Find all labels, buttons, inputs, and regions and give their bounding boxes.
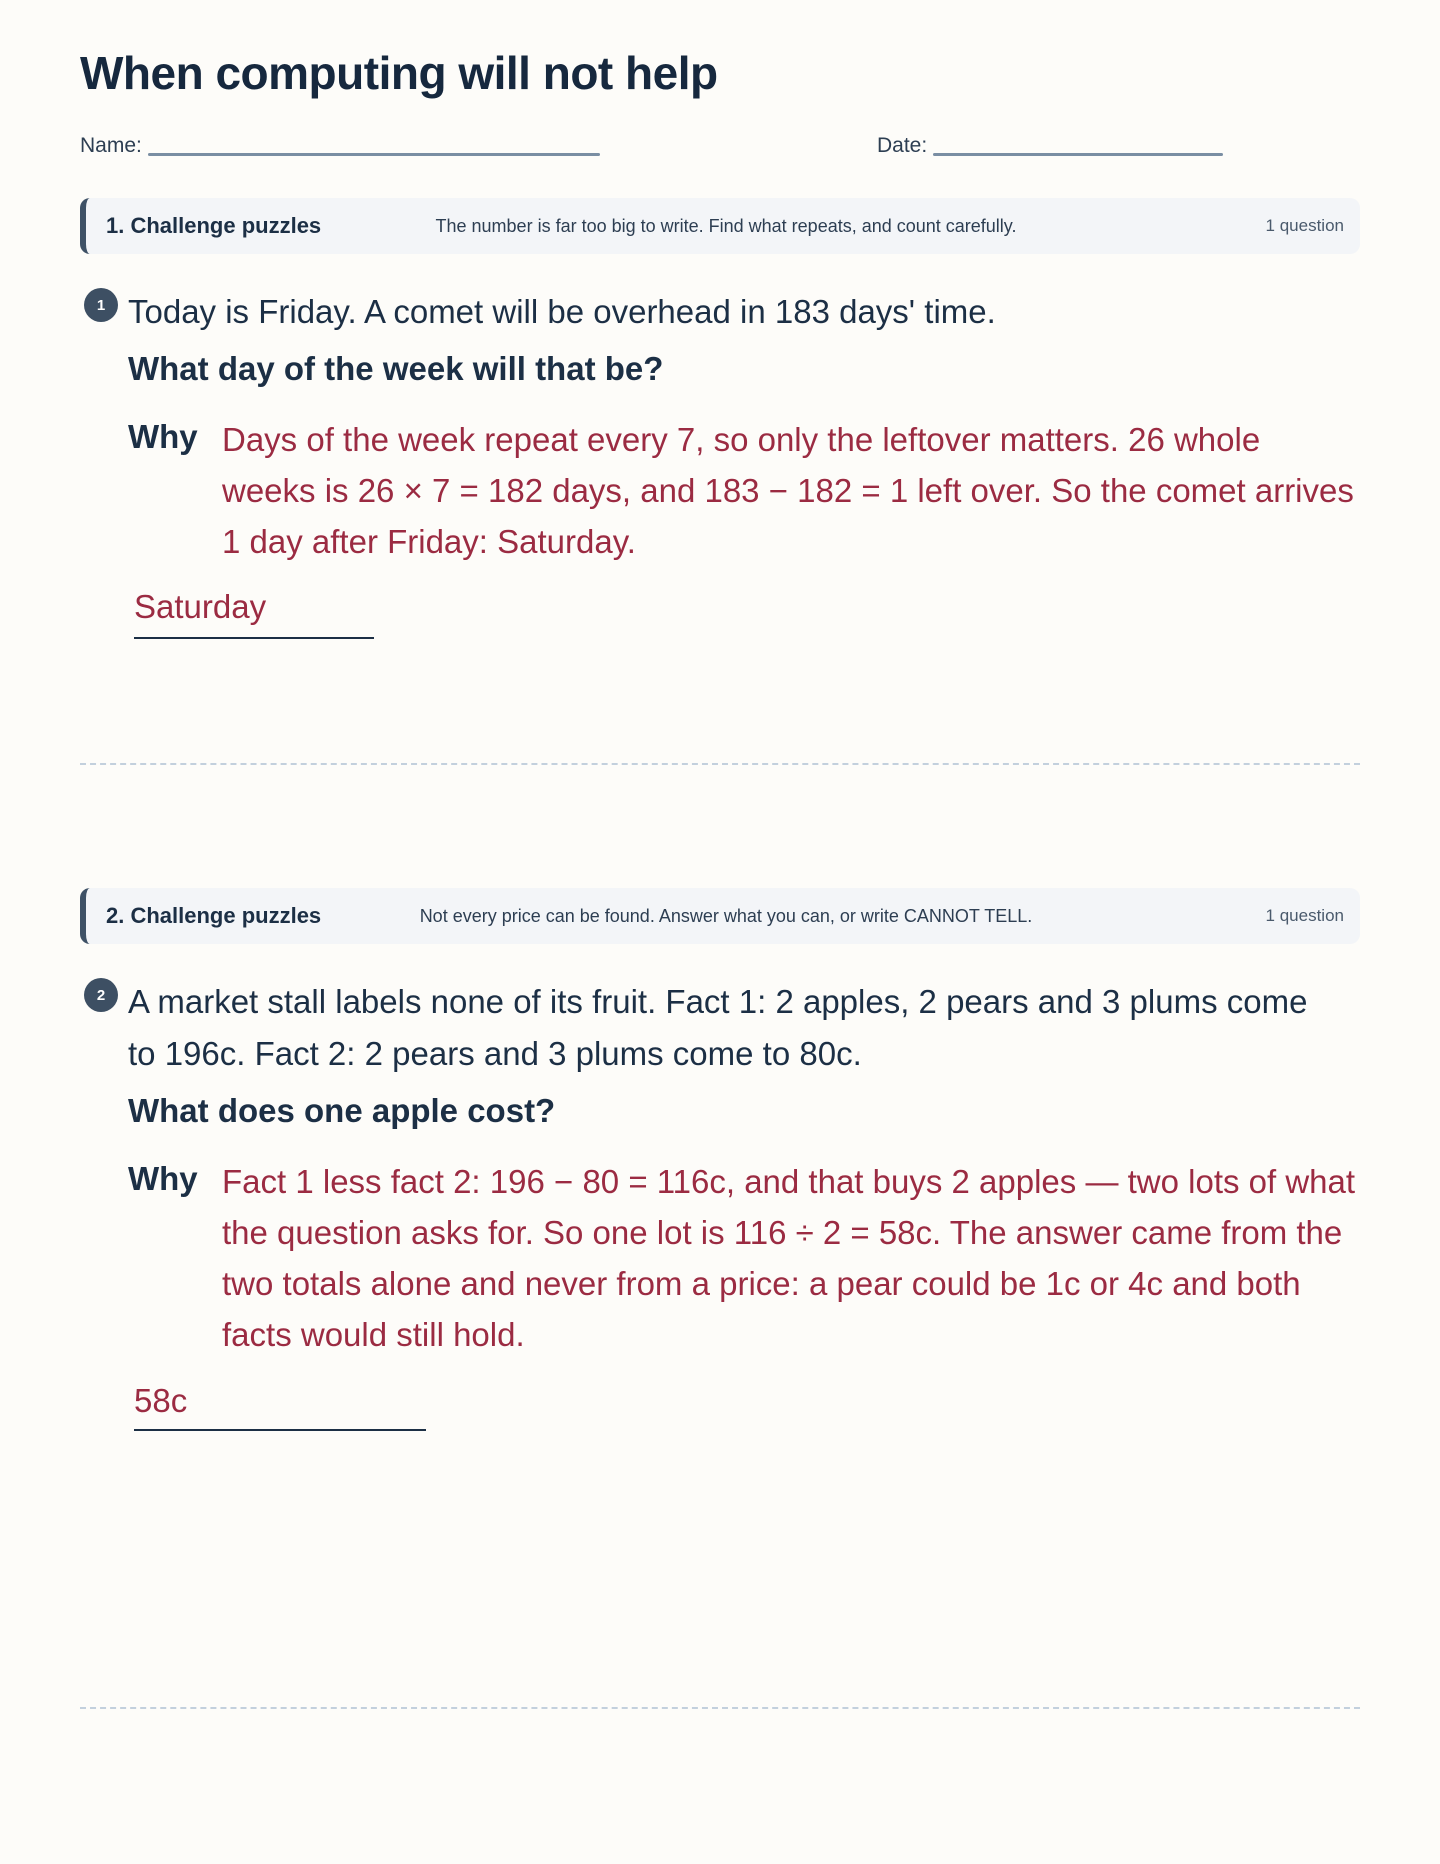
name-field[interactable]	[80, 134, 600, 158]
question-prompt: What does one apple cost?	[128, 1092, 556, 1129]
name-write-line[interactable]	[148, 153, 600, 156]
worksheet-title: When computing will not help	[80, 47, 718, 99]
section-description: Not every price can be found. Answer what you can, or write CANNOT TELL.	[419, 905, 1033, 926]
question-number-badge: 1	[84, 288, 118, 322]
answer-line	[134, 1429, 426, 1431]
header-fields	[80, 134, 1360, 164]
section-header-1	[80, 198, 1360, 254]
section-divider	[80, 763, 1360, 765]
section-question-count: 1 question	[1265, 216, 1344, 235]
section-title: 1. Challenge puzzles	[106, 213, 322, 238]
section-divider	[80, 1707, 1360, 1709]
question-prompt: What day of the week will that be?	[128, 350, 664, 387]
answer-value[interactable]: 58c	[134, 1382, 188, 1419]
question-number-badge: 2	[84, 978, 118, 1012]
name-label: Name:	[80, 134, 142, 157]
question-text: Today is Friday. A comet will be overhead in 183 days' time.	[128, 293, 996, 330]
section-description: The number is far too big to write. Find what repeats, and count carefully.	[435, 215, 1017, 236]
why-explanation: Fact 1 less fact 2: 196 − 80 = 116c, and that buys 2 apples — two lots of what the question asks for. So one lot is 116 ÷ 2 = 58c. The answer came from the two totals alone and never from a price: a pear could be 1c or 4c and both facts would still hold.	[222, 1163, 1356, 1353]
date-label: Date:	[877, 134, 928, 157]
section-question-count: 1 question	[1265, 906, 1344, 925]
why-explanation: Days of the week repeat every 7, so only the leftover matters. 26 whole weeks is 26 × 7 = 182 days, and 183 − 182 = 1 left over. So the comet arrives 1 day after Friday: Saturday.	[222, 421, 1354, 560]
answer-line	[134, 637, 374, 639]
why-label: Why	[128, 418, 198, 455]
section-title: 2. Challenge puzzles	[106, 903, 322, 928]
section-header-2	[80, 888, 1360, 944]
date-write-line[interactable]	[933, 153, 1223, 156]
why-label: Why	[128, 1160, 198, 1197]
date-field[interactable]	[877, 134, 1223, 158]
question-text: A market stall labels none of its fruit. Fact 1: 2 apples, 2 pears and 3 plums come to 196c. Fact 2: 2 pears and 3 plums come to 80c.	[128, 983, 1308, 1072]
answer-value[interactable]: Saturday	[134, 588, 267, 625]
